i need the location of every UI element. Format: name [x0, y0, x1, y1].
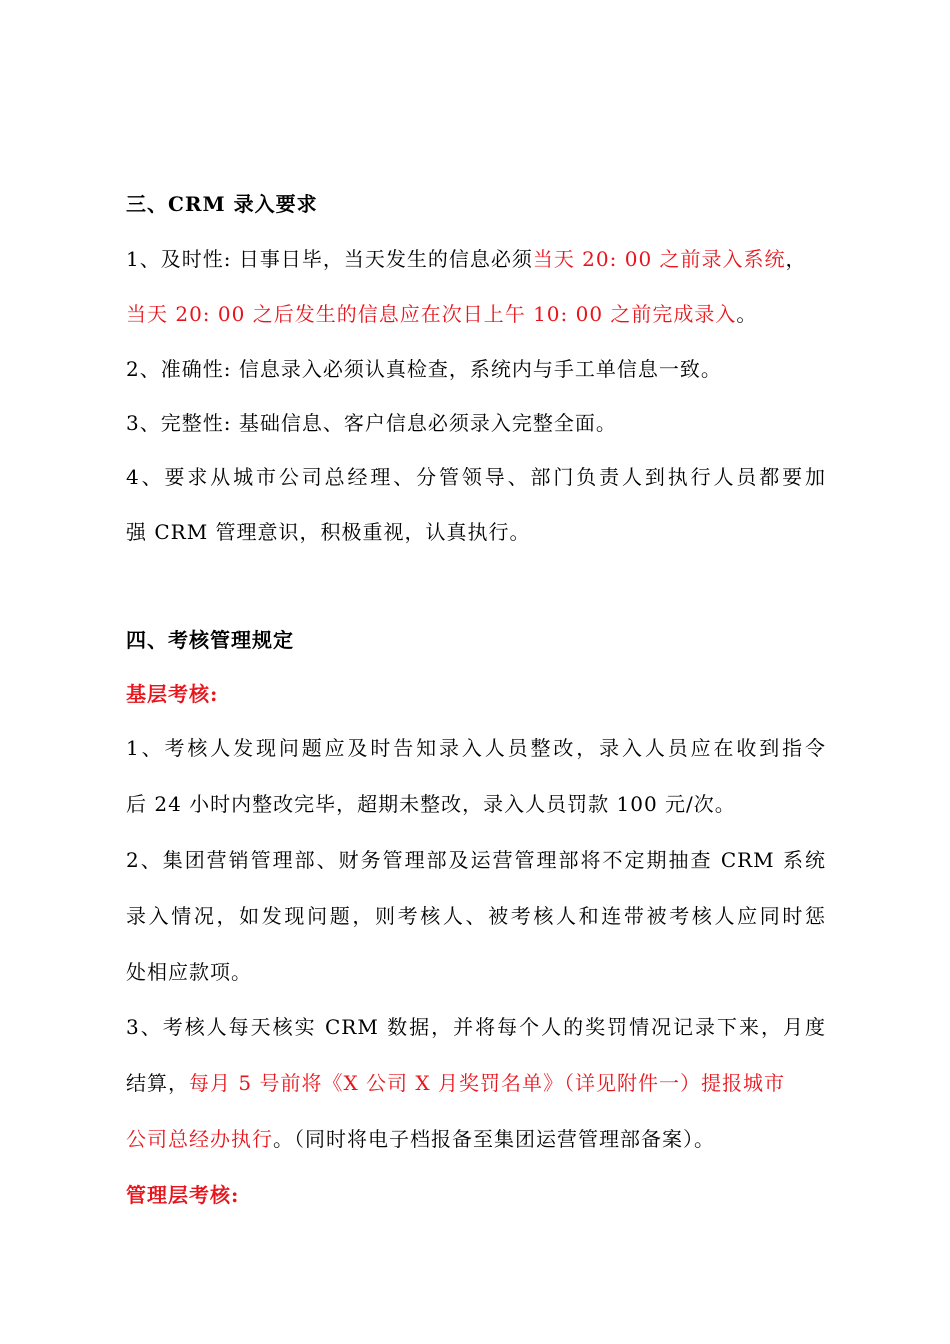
management-assessment-title: 管理层考核: — [126, 1183, 240, 1207]
b2-line3: 处相应款项。 — [126, 960, 252, 984]
item3-line: 3、完整性: 基础信息、客户信息必须录入完整全面。 — [126, 411, 617, 435]
b2-line2: 录入情况，如发现问题，则考核人、被考核人和连带被考核人应同时惩 — [126, 904, 826, 928]
item4-line2: 强 CRM 管理意识，积极重视，认真执行。 — [126, 520, 531, 544]
b3-line2 — [126, 1069, 826, 1097]
b3-line3 — [126, 1125, 826, 1153]
b3-settlement: 结算， — [126, 1071, 189, 1095]
basic-assessment-title: 基层考核: — [126, 682, 219, 706]
section3-heading: 三、CRM 录入要求 — [126, 192, 318, 216]
item1-deadline-red: 当天 20: 00 之前录入系统 — [532, 247, 786, 271]
item1-comma: ， — [785, 247, 807, 271]
b3-execute-red: 公司总经办执行 — [126, 1127, 273, 1151]
b3-line1: 3、考核人每天核实 CRM 数据，并将每个人的奖罚情况记录下来，月度 — [126, 1015, 826, 1039]
item1-late-deadline-red: 当天 20: 00 之后发生的信息应在次日上午 10: 00 之前完成录入 — [126, 302, 737, 326]
b1-line2: 后 24 小时内整改完毕，超期未整改，录入人员罚款 100 元/次。 — [126, 792, 736, 816]
item1-line1 — [126, 245, 826, 273]
b3-note: 。（同时将电子档报备至集团运营管理部备案）。 — [273, 1127, 715, 1151]
item2-line: 2、准确性: 信息录入必须认真检查，系统内与手工单信息一致。 — [126, 357, 722, 381]
b1-line1: 1、考核人发现问题应及时告知录入人员整改，录入人员应在收到指令 — [126, 736, 826, 760]
item1-end: 。 — [736, 302, 758, 326]
b2-line1: 2、集团营销管理部、财务管理部及运营管理部将不定期抽查 CRM 系统 — [126, 848, 826, 872]
item1-prefix: 1、及时性: 日事日毕，当天发生的信息必须 — [126, 247, 533, 271]
item1-line2 — [126, 300, 826, 328]
item4-line1: 4、要求从城市公司总经理、分管领导、部门负责人到执行人员都要加 — [126, 465, 826, 489]
section4-heading: 四、考核管理规定 — [126, 628, 294, 652]
b3-deadline-red: 每月 5 号前将《X 公司 X 月奖罚名单》（详见附件一）提报城市 — [189, 1071, 785, 1095]
